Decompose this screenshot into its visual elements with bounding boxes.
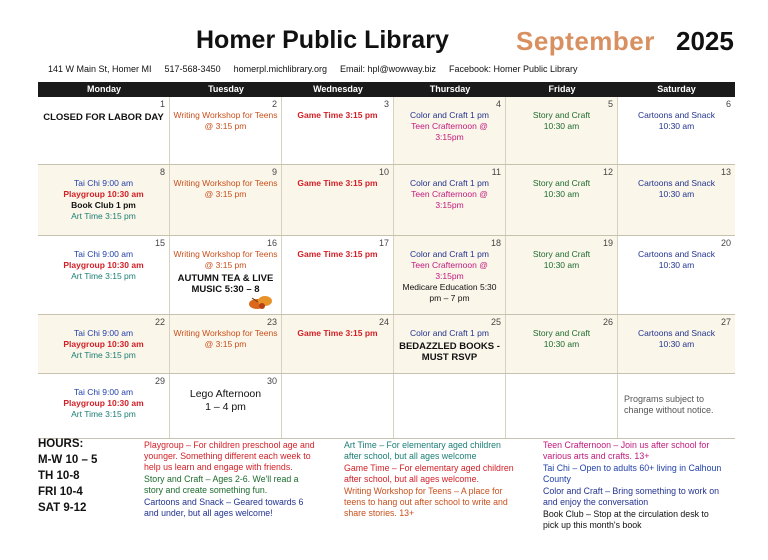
hours-block: [38, 436, 97, 516]
calendar-week: [38, 315, 735, 374]
event: Cartoons and Snack: [637, 178, 716, 188]
schedule-note: Programs subject to change without notice.: [624, 394, 714, 415]
event: Writing Workshop for Teens @ 3:15 pm: [173, 249, 278, 270]
day-cell: [38, 236, 170, 314]
day-cell: [618, 374, 735, 438]
event: Writing Workshop for Teens @ 3:15 pm: [173, 328, 278, 349]
event: Story and Craft: [532, 328, 591, 338]
event: Tai Chi 9:00 am: [73, 387, 134, 397]
day-cell: [394, 236, 506, 314]
day-cell: [38, 97, 170, 164]
day-number: 20: [720, 238, 731, 248]
day-cell: [394, 97, 506, 164]
event: Book Club 1 pm: [71, 200, 136, 210]
day-number: 24: [378, 317, 389, 327]
day-cell: [282, 315, 394, 373]
program-description: Cartoons and Snack – Geared towards 6 and under, but all ages welcome!: [144, 497, 304, 518]
event: Art Time 3:15 pm: [71, 211, 136, 221]
event: Game Time 3:15 pm: [297, 110, 378, 120]
day-cell: [506, 165, 618, 235]
day-number: 9: [271, 167, 277, 177]
facebook: Facebook: Homer Public Library: [448, 64, 578, 74]
day-number: 8: [159, 167, 165, 177]
program-description: Book Club – Stop at the circulation desk to pick up this month's book: [543, 509, 709, 530]
event: Cartoons and Snack: [637, 249, 716, 259]
event: Color and Craft 1 pm: [410, 110, 489, 120]
legend-column-1: [144, 440, 320, 520]
day-cell: [170, 165, 282, 235]
event: 10:30 am: [658, 339, 695, 349]
calendar-grid: [38, 82, 735, 439]
event: Story and Craft: [532, 178, 591, 188]
day-cell: [618, 165, 735, 235]
day-number: 25: [490, 317, 501, 327]
event: Playgroup 10:30 am: [63, 189, 144, 199]
day-number: 3: [383, 99, 389, 109]
email: Email: hpl@wowway.biz: [339, 64, 436, 74]
calendar-week: [38, 374, 735, 439]
calendar-week: [38, 236, 735, 315]
event: Writing Workshop for Teens @ 3:15 pm: [173, 178, 278, 199]
day-cell: [170, 97, 282, 164]
event: 10:30 am: [658, 189, 695, 199]
day-cell: [170, 236, 282, 314]
day-cell: [618, 97, 735, 164]
event: Teen Crafternoon @ 3:15pm: [411, 260, 488, 281]
event: 10:30 am: [543, 339, 580, 349]
event: Playgroup 10:30 am: [63, 398, 144, 408]
address: 141 W Main St, Homer MI: [48, 64, 152, 74]
day-number: 30: [266, 376, 277, 386]
day-cell: [170, 315, 282, 373]
day-cell: [282, 165, 394, 235]
day-cell: [282, 374, 394, 438]
day-number: 26: [602, 317, 613, 327]
event: 10:30 am: [658, 121, 695, 131]
day-number: 1: [159, 99, 165, 109]
day-number: 4: [495, 99, 501, 109]
event: Playgroup 10:30 am: [63, 339, 144, 349]
day-number: 6: [725, 99, 731, 109]
event: Tai Chi 9:00 am: [73, 328, 134, 338]
hours-line: FRI 10-4: [38, 486, 83, 498]
day-cell: [282, 236, 394, 314]
day-number: 23: [266, 317, 277, 327]
event: 10:30 am: [543, 189, 580, 199]
event: Tai Chi 9:00 am: [73, 178, 134, 188]
day-cell: [506, 97, 618, 164]
program-description: Playgroup – For children preschool age and younger. Something different each week to help us learn and engage with friends.: [144, 440, 315, 472]
weekday-saturday: Saturday: [657, 84, 696, 94]
event: BEDAZZLED BOOKS - MUST RSVP: [399, 341, 500, 363]
event: Teen Crafternoon @ 3:15pm: [411, 189, 488, 210]
event: Cartoons and Snack: [637, 110, 716, 120]
day-number: 10: [378, 167, 389, 177]
day-cell: [394, 374, 506, 438]
event: Art Time 3:15 pm: [71, 350, 136, 360]
autumn-leaves-icon: [248, 292, 274, 312]
program-description: Art Time – For elementary aged children after school, but all ages welcome: [344, 440, 501, 461]
event: Cartoons and Snack: [637, 328, 716, 338]
event: Tai Chi 9:00 am: [73, 249, 134, 259]
event: Story and Craft: [532, 249, 591, 259]
calendar-week: [38, 97, 735, 165]
program-description: Story and Craft – Ages 2-6. We'll read a story and create something fun.: [144, 474, 299, 495]
day-cell: [618, 315, 735, 373]
program-description: Color and Craft – Bring something to work on and enjoy the conversation: [543, 486, 720, 507]
event: 10:30 am: [543, 260, 580, 270]
event: 10:30 am: [543, 121, 580, 131]
program-description: Game Time – For elementary aged children after school, but all ages welcome.: [344, 463, 514, 484]
legend-column-3: [543, 440, 723, 532]
day-number: 18: [490, 238, 501, 248]
weekday-thursday: Thursday: [429, 84, 471, 94]
phone: 517-568-3450: [164, 64, 221, 74]
program-description: Tai Chi – Open to adults 60+ living in Calhoun County: [543, 463, 722, 484]
hours-label: HOURS:: [38, 438, 84, 450]
day-cell: [506, 315, 618, 373]
day-number: 17: [378, 238, 389, 248]
day-number: 19: [602, 238, 613, 248]
day-number: 16: [266, 238, 277, 248]
event: Game Time 3:15 pm: [297, 328, 378, 338]
day-cell: [394, 165, 506, 235]
year: 2025: [676, 26, 734, 56]
day-number: 13: [720, 167, 731, 177]
day-number: 29: [154, 376, 165, 386]
day-cell: [394, 315, 506, 373]
day-cell: [282, 97, 394, 164]
calendar-week: [38, 165, 735, 236]
legend-column-2: [344, 440, 520, 520]
event: Story and Craft: [532, 110, 591, 120]
weekday-header: [38, 82, 735, 97]
event: Medicare Education 5:30 pm – 7 pm: [402, 282, 497, 303]
day-cell: [618, 236, 735, 314]
event: Art Time 3:15 pm: [71, 271, 136, 281]
event: Writing Workshop for Teens @ 3:15 pm: [173, 110, 278, 131]
event: Color and Craft 1 pm: [410, 249, 489, 259]
day-cell: [506, 374, 618, 438]
weekday-friday: Friday: [548, 84, 576, 94]
library-title: Homer Public Library: [196, 26, 449, 54]
event: Color and Craft 1 pm: [410, 178, 489, 188]
day-number: 2: [271, 99, 277, 109]
event: AUTUMN TEA & LIVE MUSIC 5:30 – 8: [177, 273, 274, 295]
day-number: 22: [154, 317, 165, 327]
weekday-tuesday: Tuesday: [208, 84, 244, 94]
day-number: 12: [602, 167, 613, 177]
day-cell: [38, 374, 170, 438]
website: homerpl.michlibrary.org: [233, 64, 327, 74]
program-description: Writing Workshop for Teens – A place for teens to hang out after school to write and share stories. 13+: [344, 486, 508, 518]
day-number: 5: [607, 99, 613, 109]
event: Color and Craft 1 pm: [410, 328, 489, 338]
event: CLOSED FOR LABOR DAY: [43, 112, 164, 123]
program-description: Teen Crafternoon – Join us after school for various arts and crafts. 13+: [543, 440, 710, 461]
event: Game Time 3:15 pm: [297, 249, 378, 259]
event: Art Time 3:15 pm: [71, 409, 136, 419]
day-cell: [38, 315, 170, 373]
event: Playgroup 10:30 am: [63, 260, 144, 270]
day-cell: [38, 165, 170, 235]
event: 10:30 am: [658, 260, 695, 270]
hours-line: SAT 9-12: [38, 502, 87, 514]
hours-line: TH 10-8: [38, 470, 80, 482]
weekday-wednesday: Wednesday: [313, 84, 363, 94]
month-name: September: [516, 26, 655, 56]
day-number: 15: [154, 238, 165, 248]
calendar-weeks: [38, 97, 735, 439]
event: Game Time 3:15 pm: [297, 178, 378, 188]
day-number: 27: [720, 317, 731, 327]
event: Teen Crafternoon @ 3:15pm: [411, 121, 488, 142]
event: Lego Afternoon: [189, 388, 262, 400]
event: 1 – 4 pm: [205, 401, 246, 413]
weekday-monday: Monday: [86, 84, 121, 94]
hours-line: M-W 10 – 5: [38, 454, 98, 466]
day-number: 11: [491, 167, 501, 177]
day-cell: [170, 374, 282, 438]
day-cell: [506, 236, 618, 314]
contact-line: [48, 64, 578, 74]
